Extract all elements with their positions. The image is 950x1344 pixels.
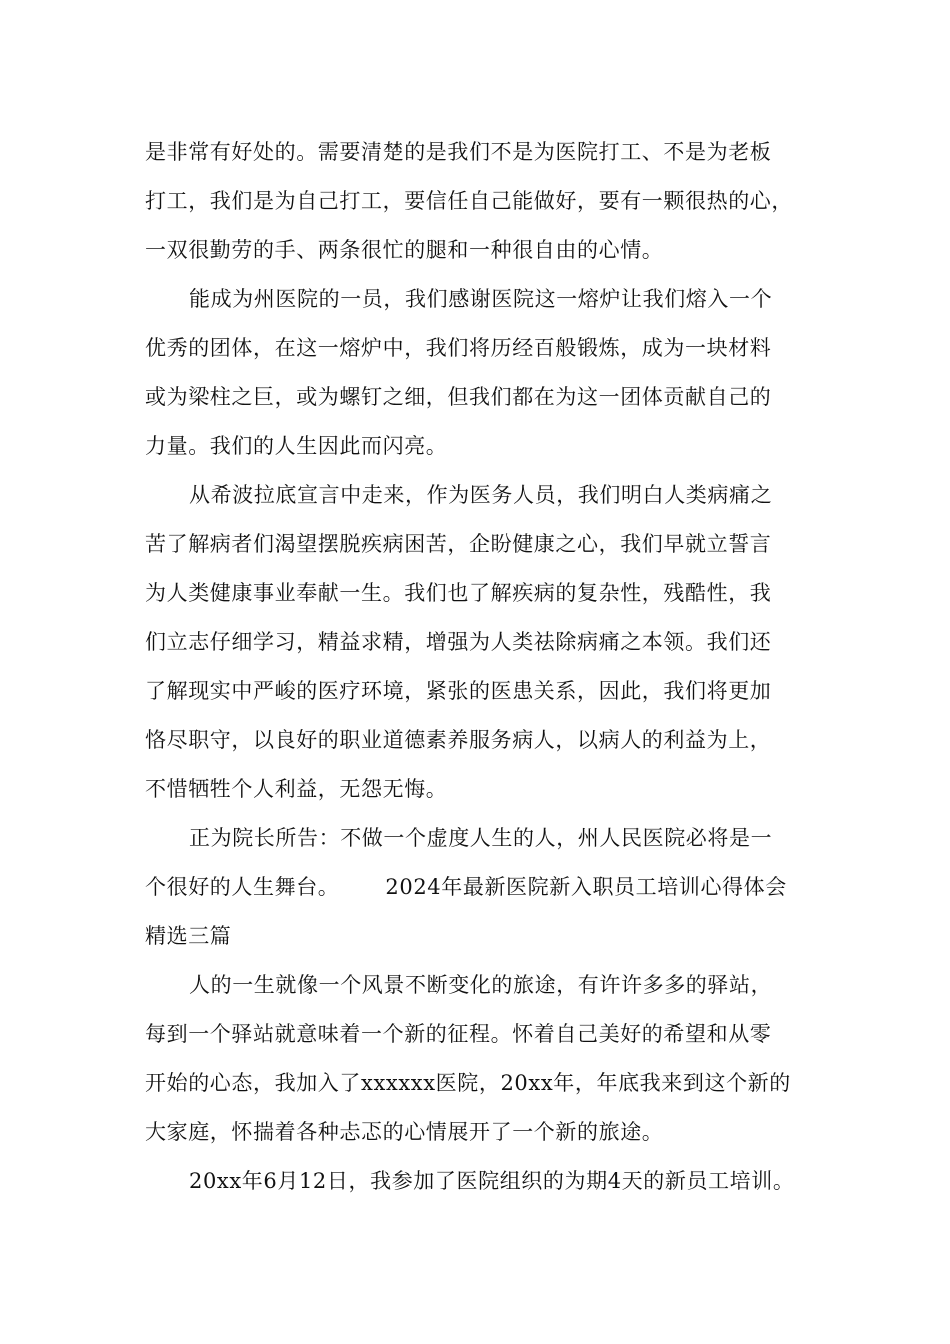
text-line: 苦了解病者们渴望摆脱疾病困苦，企盼健康之心，我们早就立誓言: [145, 532, 772, 556]
section-title: 2024年最新医院新入职员工培训心得体会: [385, 875, 787, 899]
text-line: 们立志仔细学习，精益求精，增强为人类祛除病痛之本领。我们还: [145, 630, 772, 654]
document-body: [145, 128, 825, 1206]
text-line: 大家庭，怀揣着各种忐忑的心情展开了一个新的旅途。: [145, 1120, 664, 1144]
text-line: 为人类健康事业奉献一生。我们也了解疾病的复杂性，残酷性，我: [145, 581, 772, 605]
text-line: 从希波拉底宣言中走来，作为医务人员，我们明白人类病痛之: [189, 483, 773, 507]
text-line: 能成为州医院的一员，我们感谢医院这一熔炉让我们熔入一个: [189, 287, 773, 311]
text-line: 人的一生就像一个风景不断变化的旅途，有许许多多的驿站，: [189, 973, 773, 997]
text-line: 打工，我们是为自己打工，要信任自己能做好，要有一颗很热的心，: [145, 189, 793, 213]
text-line: 力量。我们的人生因此而闪亮。: [145, 434, 448, 458]
text-line: 每到一个驿站就意味着一个新的征程。怀着自己美好的希望和从零: [145, 1022, 772, 1046]
text-line: 恪尽职守，以良好的职业道德素养服务病人，以病人的利益为上，: [145, 728, 772, 752]
text-line: 优秀的团体，在这一熔炉中，我们将历经百般锻炼，成为一块材料: [145, 336, 772, 360]
section-title-continued: 精选三篇: [145, 924, 232, 948]
text-line: 或为梁柱之巨，或为螺钉之细，但我们都在为这一团体贡献自己的: [145, 385, 772, 409]
text-line: 一双很勤劳的手、两条很忙的腿和一种很自由的心情。: [145, 238, 664, 262]
text-line: 是非常有好处的。需要清楚的是我们不是为医院打工、不是为老板: [145, 140, 772, 164]
text-line: 不惜牺牲个人利益，无怨无悔。: [145, 777, 448, 801]
text-line: [145, 863, 825, 912]
text-line: 了解现实中严峻的医疗环境，紧张的医患关系，因此，我们将更加: [145, 679, 772, 703]
text-line: 正为院长所告：不做一个虚度人生的人，州人民医院必将是一: [189, 826, 773, 850]
paragraph-end-text: 个很好的人生舞台。: [145, 875, 340, 899]
text-line: 开始的心态，我加入了xxxxxx医院，20xx年，年底我来到这个新的: [145, 1071, 791, 1095]
text-line: 20xx年6月12日，我参加了医院组织的为期4天的新员工培训。: [189, 1169, 795, 1193]
